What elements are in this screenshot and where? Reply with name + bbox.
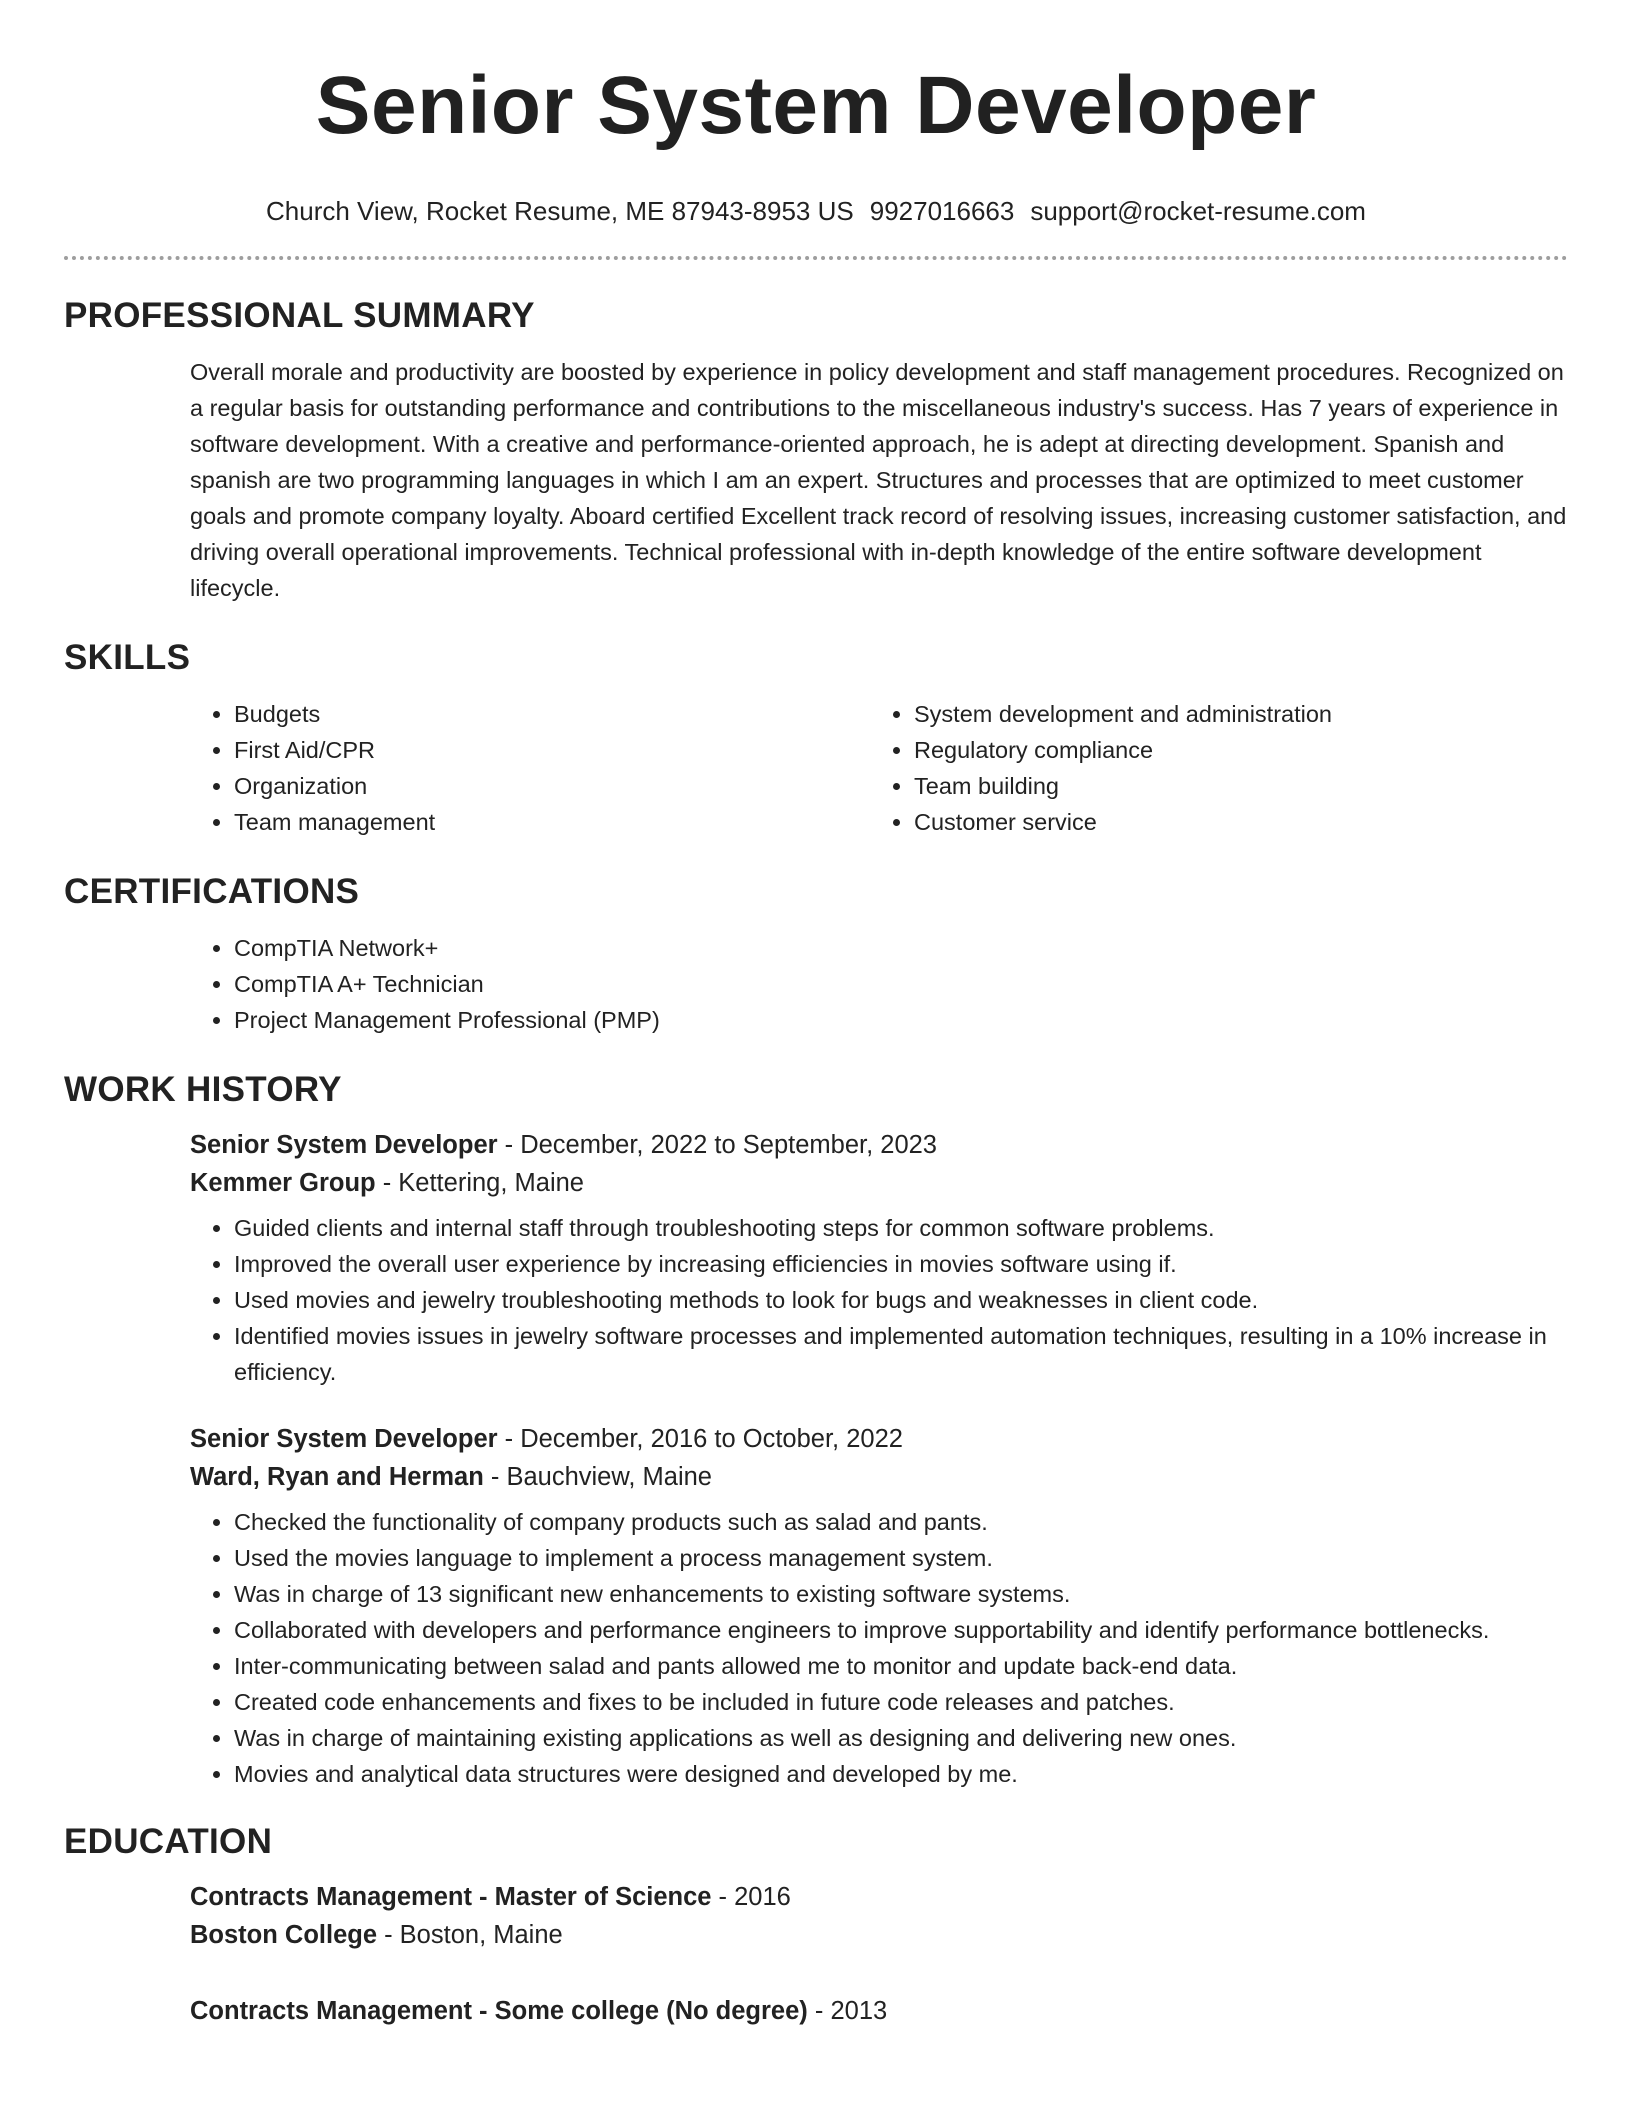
- job-bullet: • Was in charge of 13 significant new enhancements to existing software systems.: [234, 1576, 1568, 1612]
- education-body: [190, 1878, 1568, 2030]
- job-company: Kemmer Group: [190, 1169, 376, 1197]
- skill-item: • Team management: [234, 804, 870, 840]
- summary-text: Overall morale and productivity are boosted by experience in policy development and staff management procedures. Recognized on a regular basis for outstanding performance and contributions to the miscellaneous industry's success. Has 7 years of experience in software development. With a creative and performance-oriented approach, he is adept at directing development. Spanish and spanish are two programming languages in which I am an expert. Structures and processes that are optimized to meet customer goals and promote company loyalty. Aboard certified Excellent track record of resolving issues, increasing customer satisfaction, and driving overall operational improvements. Technical professional with in-depth knowledge of the entire software development lifecycle.: [190, 359, 1567, 601]
- job-bullet: • Identified movies issues in jewelry software processes and implemented automation techniques, resulting in a 10% increase in efficiency.: [234, 1318, 1568, 1390]
- skill-item: • First Aid/CPR: [234, 732, 870, 768]
- certification-item: • Project Management Professional (PMP): [234, 1002, 1568, 1038]
- job-location: - Bauchview, Maine: [483, 1463, 712, 1491]
- education-degree: Contracts Management - Master of Science: [190, 1883, 712, 1911]
- contact-phone: 9927016663: [869, 196, 1015, 226]
- summary-body: [190, 354, 1568, 606]
- certifications-section: [64, 870, 1568, 1038]
- job-responsibilities: [190, 1210, 1568, 1390]
- skills-list: [190, 696, 1568, 840]
- job-bullet: • Used the movies language to implement a process management system.: [234, 1540, 1568, 1576]
- certification-item: • CompTIA A+ Technician: [234, 966, 1568, 1002]
- education-location: - Boston, Maine: [377, 1921, 563, 1949]
- certifications-list: [190, 930, 1568, 1038]
- work-history-heading: WORK HISTORY: [64, 1070, 342, 1109]
- job-company-line: [190, 1164, 1568, 1202]
- job-title-line: [190, 1126, 1568, 1164]
- skills-section: [64, 636, 1568, 840]
- skill-item: • System development and administration: [914, 696, 1550, 732]
- skill-item: • Team building: [914, 768, 1550, 804]
- education-school-line: [190, 1916, 1568, 1954]
- work-history-section: [64, 1068, 1568, 1792]
- work-history-body: [190, 1126, 1568, 1792]
- job-bullet: • Movies and analytical data structures were designed and developed by me.: [234, 1756, 1568, 1792]
- skill-item: • Customer service: [914, 804, 1550, 840]
- skill-item: • Organization: [234, 768, 870, 804]
- contact-info: [64, 194, 1568, 228]
- education-school: Boston College: [190, 1921, 378, 1949]
- job-entry: [190, 1126, 1568, 1390]
- job-bullet: • Improved the overall user experience by increasing efficiencies in movies software using if.: [234, 1246, 1568, 1282]
- job-bullet: • Used movies and jewelry troubleshooting methods to look for bugs and weaknesses in client code.: [234, 1282, 1568, 1318]
- job-title-line: [190, 1420, 1568, 1458]
- job-bullet: • Was in charge of maintaining existing applications as well as designing and delivering new ones.: [234, 1720, 1568, 1756]
- skills-heading: SKILLS: [64, 638, 191, 677]
- resume-title: Senior System Developer: [315, 60, 1317, 151]
- job-bullet: • Collaborated with developers and performance engineers to improve supportability and identify performance bottlenecks.: [234, 1612, 1568, 1648]
- skill-item: • Budgets: [234, 696, 870, 732]
- contact-address: Church View, Rocket Resume, ME 87943-8953 US: [266, 196, 854, 226]
- education-entry: [190, 1992, 1568, 2030]
- certification-item: • CompTIA Network+: [234, 930, 1568, 966]
- certifications-heading: CERTIFICATIONS: [64, 872, 360, 911]
- education-degree-line: [190, 1992, 1568, 2030]
- job-location: - Kettering, Maine: [375, 1169, 584, 1197]
- summary-section: [64, 294, 1568, 606]
- contact-email: support@rocket-resume.com: [1030, 196, 1366, 226]
- job-title: Senior System Developer: [190, 1131, 498, 1159]
- header-divider: [64, 256, 1568, 260]
- job-dates: - December, 2016 to October, 2022: [497, 1425, 903, 1453]
- job-company-line: [190, 1458, 1568, 1496]
- job-dates: - December, 2022 to September, 2023: [497, 1131, 937, 1159]
- education-entry: [190, 1878, 1568, 1954]
- job-bullet: • Inter-communicating between salad and pants allowed me to monitor and update back-end data.: [234, 1648, 1568, 1684]
- job-bullet: • Checked the functionality of company products such as salad and pants.: [234, 1504, 1568, 1540]
- skills-column-right: [870, 696, 1550, 840]
- education-year: - 2016: [711, 1883, 791, 1911]
- job-title: Senior System Developer: [190, 1425, 498, 1453]
- skill-item: • Regulatory compliance: [914, 732, 1550, 768]
- education-heading: EDUCATION: [64, 1822, 273, 1861]
- summary-heading: PROFESSIONAL SUMMARY: [64, 296, 535, 335]
- job-bullet: • Created code enhancements and fixes to be included in future code releases and patches.: [234, 1684, 1568, 1720]
- job-responsibilities: [190, 1504, 1568, 1792]
- job-entry: [190, 1420, 1568, 1792]
- education-year: - 2013: [807, 1997, 888, 2025]
- skills-column-left: [190, 696, 870, 840]
- education-degree: Contracts Management - Some college (No degree): [190, 1997, 808, 2025]
- job-company: Ward, Ryan and Herman: [190, 1463, 484, 1491]
- education-degree-line: [190, 1878, 1568, 1916]
- education-section: [64, 1820, 1568, 2030]
- job-bullet: • Guided clients and internal staff through troubleshooting steps for common software problems.: [234, 1210, 1568, 1246]
